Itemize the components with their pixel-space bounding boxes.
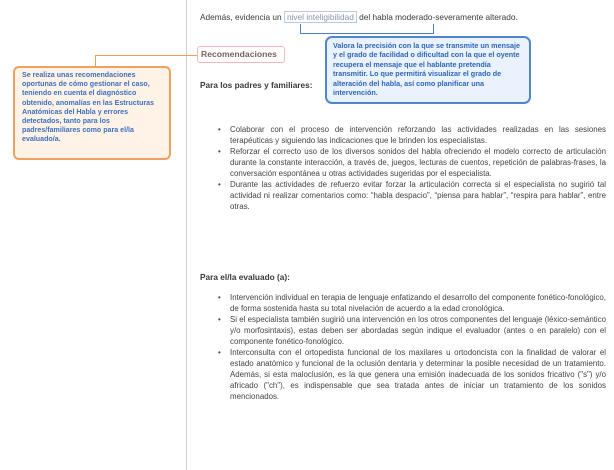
list-item <box>218 314 606 347</box>
list-item <box>218 146 606 179</box>
annotation-note-orange: Se realiza unas recomendaciones oportunas de cómo gestionar el caso, teniendo en cuenta el diagnóstico obtenido, anomalías en las Estructuras Anatómicas del Habla y errores detectados, tanto para los padres/familiares como para el/la evaluado/a. <box>13 66 171 160</box>
list-item-text: Si el especialista también sugirió una intervención en los otros componentes del lenguaje (léxico-semántico y/o morfosintaxis), estas deben ser abordadas según indique el evaluador (antes o en paralelo) con el componente fonético-fonológico. <box>230 315 606 346</box>
highlighted-term: nivel inteligibilidad <box>284 11 357 23</box>
list-item-text: Colaborar con el proceso de intervención reforzando las actividades realizadas en las sesiones terapéuticas y siguiendo las indicaciones que le brinden los especialistas. <box>230 125 606 145</box>
bullet-icon: • <box>218 348 221 357</box>
bullet-icon: • <box>218 293 221 302</box>
list-item <box>218 179 606 212</box>
note-connector-blue <box>300 24 434 34</box>
evaluated-heading: Para el/la evaluado (a): <box>200 272 290 282</box>
intro-paragraph <box>200 11 610 23</box>
list-item-text: Intervención individual en terapia de lenguaje enfatizando el desarrollo del componente fonético-fonológico, de forma sostenida hasta su total nivelación de acuerdo a la edad cronológica. <box>230 293 606 313</box>
annotation-note-blue: Valora la precisión con la que se transmite un mensaje y el grado de facilidad o dificultad con la que el oyente recupera el mensaje que el hablante pretendía transmitir. Lo que permitirá visualizar el grado de alteración del habla, así como planificar una intervención. <box>325 36 531 104</box>
note-connector-orange <box>95 55 197 66</box>
bullet-icon: • <box>218 125 221 134</box>
intro-text-after: del habla moderado-severamente alterado. <box>356 12 518 22</box>
list-item <box>218 292 606 314</box>
list-item-text: Durante las actividades de refuerzo evitar forzar la articulación correcta si el especialista no sugirió tal actividad ni realizar comentarios como: “habla despacio”, “piensa para hablar”, “respira para hablar”, entre otras. <box>230 180 606 211</box>
bullet-icon: • <box>218 147 221 156</box>
list-item <box>218 124 606 146</box>
list-item-text: Reforzar el correcto uso de los diversos sonidos del habla ofreciendo el modelo correcto de articulación durante la constante interacción, a través de, juegos, lecturas de cuentos, repetición de palabras-frases, la conversación espontánea u otras actividades sugeridas por el especialista. <box>230 147 606 178</box>
section-title: Recomendaciones <box>197 46 285 63</box>
list-item-text: Interconsulta con el ortopedista funcional de los maxilares u ortodoncista con la finalidad de valorar el estado anatómico y funcional de la oclusión dentaria y determinar la posible necesidad de un tratamiento. Además, si esta maloclusión, es la que genera una emisión inadecuada de los sonidos fricativo ("s") y/o africado ("ch"), es indispensable que sea tratada antes de iniciar un tratamiento de los sonidos mencionados. <box>230 348 606 401</box>
parents-list <box>218 124 606 212</box>
page-margin-line <box>186 0 187 470</box>
bullet-icon: • <box>218 315 221 324</box>
parents-heading: Para los padres y familiares: <box>200 80 313 90</box>
list-item <box>218 347 606 402</box>
bullet-icon: • <box>218 180 221 189</box>
evaluated-list <box>218 292 606 402</box>
intro-text-before: Además, evidencia un <box>200 12 284 22</box>
